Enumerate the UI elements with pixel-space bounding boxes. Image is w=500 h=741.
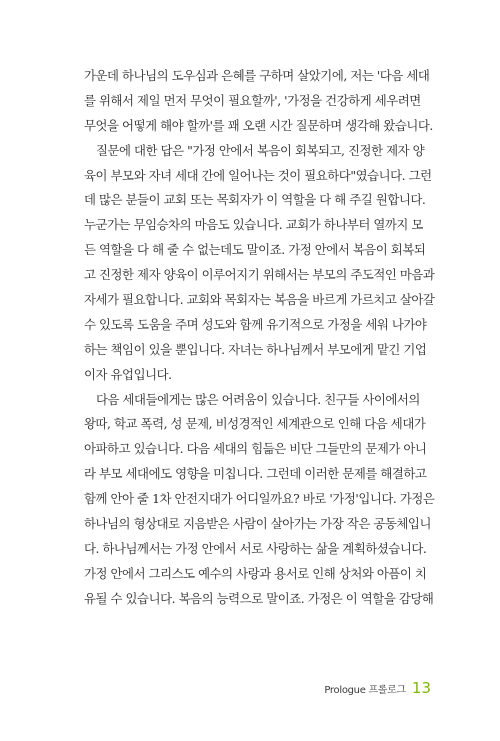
text-line: 를 위해서 제일 먼저 무엇이 필요할까', '가정을 건강하게 세우려면 [84,92,421,108]
page-number: 13 [411,679,431,697]
text-line: 다. 하나님께서는 가정 안에서 서로 사랑하는 삶을 계획하셨습니다. [84,540,427,556]
text-line: 하는 책임이 있을 뿐입니다. 자녀는 하나님께서 부모에게 맡긴 기업 [84,341,427,357]
text-line: 자세가 필요합니다. 교회와 목회자는 복음을 바르게 가르치고 살아갈 [84,292,435,308]
text-line: 질문에 대한 답은 "가정 안에서 복음이 회복되고, 진정한 제자 양 [96,142,425,158]
paragraph [84,64,433,139]
page-footer [324,679,431,701]
text-line: 하나님의 형상대로 지음받은 사람이 살아가는 가장 작은 공동체입니 [84,516,431,532]
text-line: 라 부모 세대에도 영향을 미칩니다. 그런데 이러한 문제를 해결하고 [84,466,427,482]
text-line: 데 많은 분들이 교회 또는 목회자가 이 역할을 다 해 주길 원합니다. [84,192,426,208]
text-line: 무엇을 어떻게 해야 할까'를 꽤 오랜 시간 질문하며 생각해 왔습니다. [84,117,433,133]
text-line: 함께 안아 줄 1차 안전지대가 어디일까요? 바로 '가정'입니다. 가정은 [84,491,435,507]
paragraph [84,139,435,388]
text-line: 왕따, 학교 폭력, 성 문제, 비성경적인 세계관으로 인해 다음 세대가 [84,416,426,432]
text-line: 가정 안에서 그리스도 예수의 사랑과 용서로 인해 상처와 아픔이 치 [84,565,427,581]
text-line: 이자 유업입니다. [84,366,172,382]
running-head: Prologue 프롤로그 [324,685,406,696]
text-line: 육이 부모와 자녀 세대 간에 일어나는 것이 필요하다"였습니다. 그런 [84,167,432,183]
text-line: 다음 세대들에게는 많은 어려움이 있습니다. 친구들 사이에서의 [96,391,420,407]
text-line: 수 있도록 도움을 주며 성도와 함께 유기적으로 가정을 세워 나가야 [84,316,427,332]
paragraph [84,388,435,612]
text-line: 유될 수 있습니다. 복음의 능력으로 말이죠. 가정은 이 역할을 감당해 [84,590,434,606]
text-line: 가운데 하나님의 도우심과 은혜를 구하며 살았기에, 저는 '다음 세대 [84,68,430,83]
text-line: 고 진정한 제자 양육이 이루어지기 위해서는 부모의 주도적인 마음과 [84,267,435,283]
text-line: 누군가는 무임승차의 마음도 있습니다. 교회가 하나부터 열까지 모 [84,217,423,233]
text-line: 아파하고 있습니다. 다음 세대의 힘듦은 비단 그들만의 문제가 아니 [84,441,427,457]
body-text [84,64,435,612]
text-line: 든 역할을 다 해 줄 수 없는데도 말이죠. 가정 안에서 복음이 회복되 [84,242,426,258]
